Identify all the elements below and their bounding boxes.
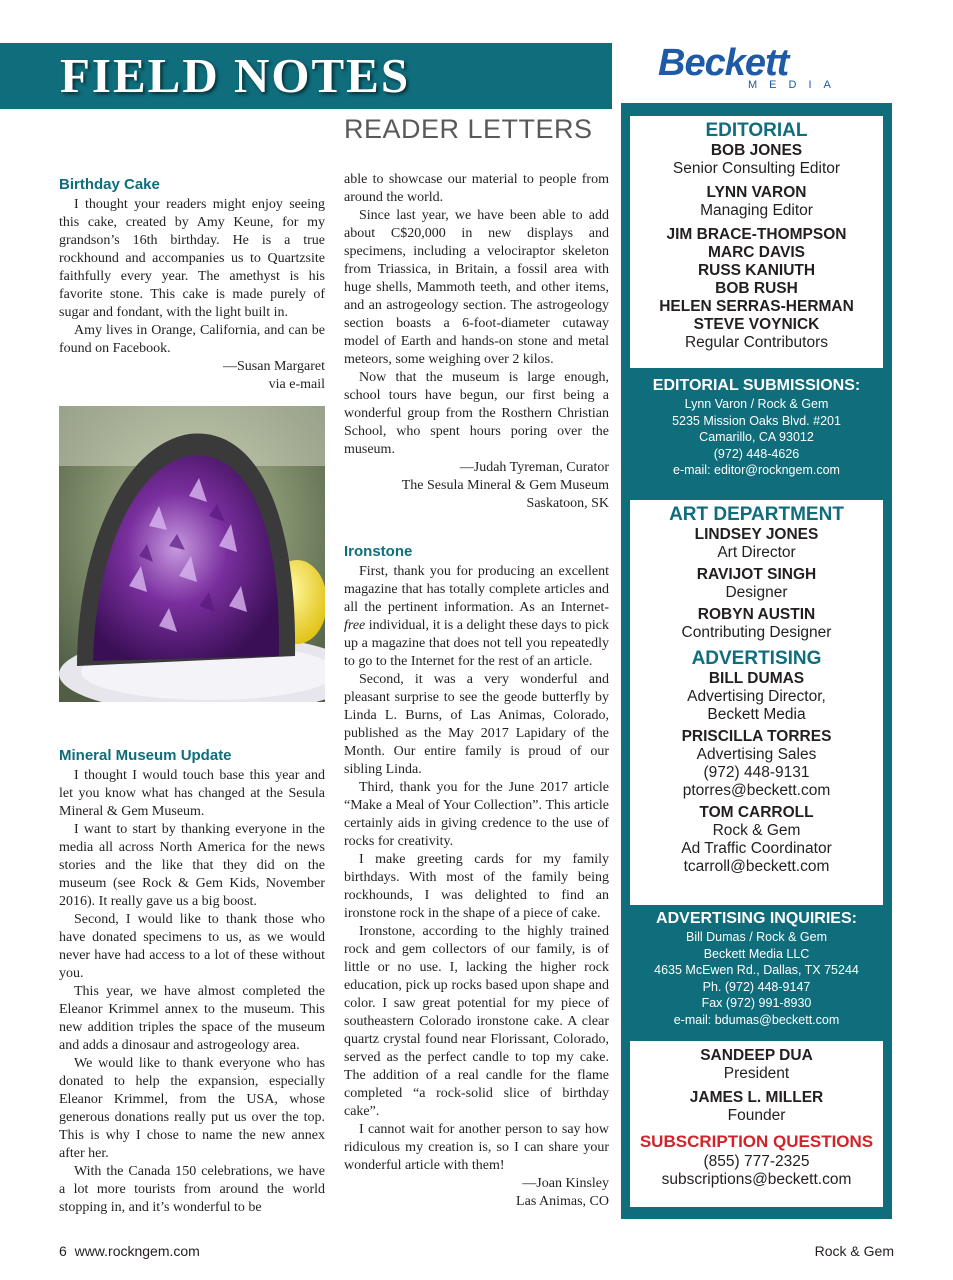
leadership-subscriptions-box — [630, 1041, 883, 1207]
letter-paragraph: I make greeting cards for my family birthdays. With most of the family being rockhounds, I was delighted to find an ironstone rock in the shape of a piece of cake. — [344, 852, 609, 921]
letter-paragraph: Ironstone, according to the highly trained rock and gem collectors of our family, is of little or no use. I, lacking the higher rock education, pick up rocks based upon shape and color. I saw great potential for my piece of southeastern Colorado ironstone cake. A clear quartz crystal found near Florissant, Colorado, served as the perfect candle to top my cake. The addition of a real candle for the flame completed “a rock-solid slice of birthday cake”. — [344, 924, 609, 1119]
letter-paragraph: Third, thank you for the June 2017 article “Make a Meal of Your Collection”. This article certainly aids in giving credence to the use of rocks for creativity. — [344, 780, 609, 849]
letter-ironstone — [344, 543, 609, 1211]
staff-name: RAVIJOT SINGH — [696, 566, 817, 583]
staff-name: SANDEEP DUA — [700, 1047, 813, 1064]
letter-signature: —Susan Margaret — [223, 359, 325, 374]
letter-signature-org: The Sesula Mineral & Gem Museum — [401, 478, 609, 493]
subscription-email: subscriptions@beckett.com — [661, 1171, 852, 1188]
staff-email: tcarroll@beckett.com — [683, 858, 830, 875]
advertising-inquiries — [630, 909, 883, 1029]
logo-subtitle: MEDIA — [748, 79, 843, 91]
staff-name: LINDSEY JONES — [694, 526, 819, 543]
letter-mineral-museum — [59, 747, 325, 1217]
footer-site-link[interactable]: www.rockngem.com — [74, 1243, 200, 1259]
letter-signature-via: via e-mail — [268, 377, 325, 392]
art-heading: ART DEPARTMENT — [669, 504, 844, 525]
editorial-submissions — [630, 376, 883, 479]
letter-paragraph: I want to start by thanking everyone in the media all across North America for the news stories and the like that they did on the museum (see Rock & Gem Kids, November 2016). It really gave us a big boost. — [59, 822, 325, 909]
submissions-line: Camarillo, CA 93012 — [699, 430, 814, 445]
letter-signature: —Joan Kinsley — [522, 1176, 609, 1191]
inquiries-line: Beckett Media LLC — [703, 946, 810, 961]
letter-paragraph: Second, it was a very wonderful and pleasant surprise to see the geode butterfly by Linda L. Burns, of Las Animas, Colorado, published as the May 2017 Lapidary of the Month. Our entire family is proud of our sibling Linda. — [344, 672, 609, 777]
staff-name: TOM CARROLL — [699, 804, 814, 821]
staff-email: ptorres@beckett.com — [682, 782, 831, 799]
letter-paragraph-continuation: able to showcase our material to people from around the world. — [344, 172, 609, 205]
submissions-line: 5235 Mission Oaks Blvd. #201 — [672, 413, 841, 428]
letter-paragraph: This year, we have almost completed the Eleanor Krimmel annex to the museum. This new addition triples the space of the museum and adds a dinosaur and astrogeology area. — [59, 984, 325, 1053]
letter-birthday-cake — [59, 176, 325, 394]
staff-role: Ad Traffic Coordinator — [681, 840, 832, 857]
staff-name: JAMES L. MILLER — [689, 1089, 824, 1106]
contributor-name: JIM BRACE-THOMPSON — [666, 226, 847, 243]
letter-paragraph — [344, 563, 609, 671]
contributor-name: HELEN SERRAS-HERMAN — [659, 298, 854, 315]
beckett-media-logo — [658, 43, 862, 93]
staff-phone: (972) 448-9131 — [703, 764, 810, 781]
footer-publication: Rock & Gem — [814, 1243, 894, 1259]
letter-paragraph: With the Canada 150 celebrations, we have a lot more tourists from around the world stopping in, and it’s wonderful to be — [59, 1164, 325, 1215]
amethyst-geode-cake-photo — [59, 406, 325, 702]
submissions-line: (972) 448-4626 — [713, 446, 800, 461]
staff-role: Founder — [727, 1107, 786, 1124]
editorial-box — [630, 116, 883, 368]
inquiries-heading: ADVERTISING INQUIRIES: — [656, 910, 857, 927]
staff-role: Designer — [725, 584, 788, 601]
staff-role: Art Director — [717, 544, 796, 561]
letter-mineral-museum-continued — [344, 171, 609, 513]
section-title: READER LETTERS — [344, 114, 593, 144]
staff-role: Managing Editor — [700, 202, 813, 219]
inquiries-line: Fax (972) 991-8930 — [701, 996, 812, 1011]
letter-heading: Birthday Cake — [59, 176, 160, 193]
text-run: individual, it is a delight these days to pick up a magazine that does not tell you repeatedly to go to the Internet for the rest of an article. — [344, 618, 609, 669]
letter-signature: —Judah Tyreman, Curator — [459, 460, 609, 475]
text-emphasis: free — [344, 618, 366, 633]
editorial-heading: EDITORIAL — [705, 120, 808, 141]
staff-name: BILL DUMAS — [708, 670, 805, 687]
geode-photo-art — [59, 406, 325, 702]
letter-paragraph: Since last year, we have been able to add about C$20,000 in new displays and specimens, including a velociraptor skeleton from Triassica, in Britain, a fossil area with huge shells, Mammoth teeth, and other items, and an astrogeology section. The astrogeology section boasts a 6-foot-diameter cutaway model of Earth and hands-on stone and metal meteors, some weighing over 2 kilos. — [344, 208, 609, 367]
letter-paragraph: Now that the museum is large enough, school tours have begun, our first being a wonderful group from the Rosthern Christian School, who spent hours poring over the museum. — [344, 370, 609, 457]
staff-role: Advertising Sales — [696, 746, 817, 763]
submissions-line: Lynn Varon / Rock & Gem — [684, 397, 829, 411]
staff-name: BOB JONES — [710, 142, 803, 159]
text-run: First, thank you for producing an excellent magazine that has totally complete articles and all the pertinent information. As an Internet- — [344, 564, 609, 615]
letter-paragraph: Amy lives in Orange, California, and can be found on Facebook. — [59, 323, 325, 356]
letter-heading: Mineral Museum Update — [59, 747, 232, 764]
staff-role: Regular Contributors — [684, 334, 828, 351]
footer-left — [59, 1243, 200, 1259]
staff-name: LYNN VARON — [706, 184, 807, 201]
inquiries-line: 4635 McEwen Rd., Dallas, TX 75244 — [654, 963, 859, 978]
submissions-heading: EDITORIAL SUBMISSIONS: — [652, 377, 861, 394]
staff-role: Rock & Gem — [712, 822, 801, 839]
staff-role: Senior Consulting Editor — [672, 160, 841, 177]
letter-paragraph: Second, I would like to thank those who have donated specimens to us, as we would never have had access to a lot of these without you. — [59, 912, 325, 981]
inquiries-email: e-mail: bdumas@beckett.com — [673, 1012, 840, 1027]
letter-signature-location: Las Animas, CO — [516, 1194, 609, 1209]
subscription-heading: SUBSCRIPTION QUESTIONS — [639, 1132, 874, 1151]
letter-signature-location: Saskatoon, SK — [526, 496, 609, 511]
staff-name: PRISCILLA TORRES — [681, 728, 832, 745]
staff-name: ROBYN AUSTIN — [697, 606, 816, 623]
letter-heading: Ironstone — [344, 543, 413, 560]
inquiries-line: Bill Dumas / Rock & Gem — [685, 930, 827, 944]
logo-word: Beckett — [658, 42, 789, 84]
page-title: FIELD NOTES — [60, 48, 411, 103]
page-number: 6 — [59, 1243, 67, 1259]
advertising-heading: ADVERTISING — [691, 648, 822, 669]
letter-paragraph: I thought your readers might enjoy seeing this cake, created by Amy Keune, for my grandson’s 16th birthday. He is a true rockhound and accompanies us to Quartzsite faithfully every year. The amethyst is his favorite stone. This cake is made purely of sugar and fondant, with the light built in. — [59, 197, 325, 320]
submissions-email: e-mail: editor@rockngem.com — [673, 463, 840, 478]
letter-paragraph: I cannot wait for another person to say how ridiculous my creation is, so I can share your wonderful article with them! — [344, 1122, 609, 1173]
letter-paragraph: We would like to thank everyone who has donated to help the expansion, especially Eleanor Krimmel, from the USA, whose generous donations really put us over the top. This is why I chose to name the new annex after her. — [59, 1056, 325, 1161]
inquiries-line: Ph. (972) 448-9147 — [702, 979, 811, 994]
staff-role: President — [723, 1065, 790, 1082]
contributor-name: STEVE VOYNICK — [693, 316, 820, 333]
contributor-name: RUSS KANIUTH — [697, 262, 816, 279]
art-advertising-box — [630, 500, 883, 905]
letter-paragraph: I thought I would touch base this year and let you know what has changed at the Sesula Mineral & Gem Museum. — [59, 768, 325, 819]
contributor-name: BOB RUSH — [715, 280, 798, 297]
subscription-phone: (855) 777-2325 — [703, 1153, 810, 1170]
staff-role: Beckett Media — [707, 706, 806, 723]
staff-role: Contributing Designer — [681, 624, 832, 641]
staff-role: Advertising Director, — [687, 688, 826, 705]
contributor-name: MARC DAVIS — [707, 244, 806, 261]
